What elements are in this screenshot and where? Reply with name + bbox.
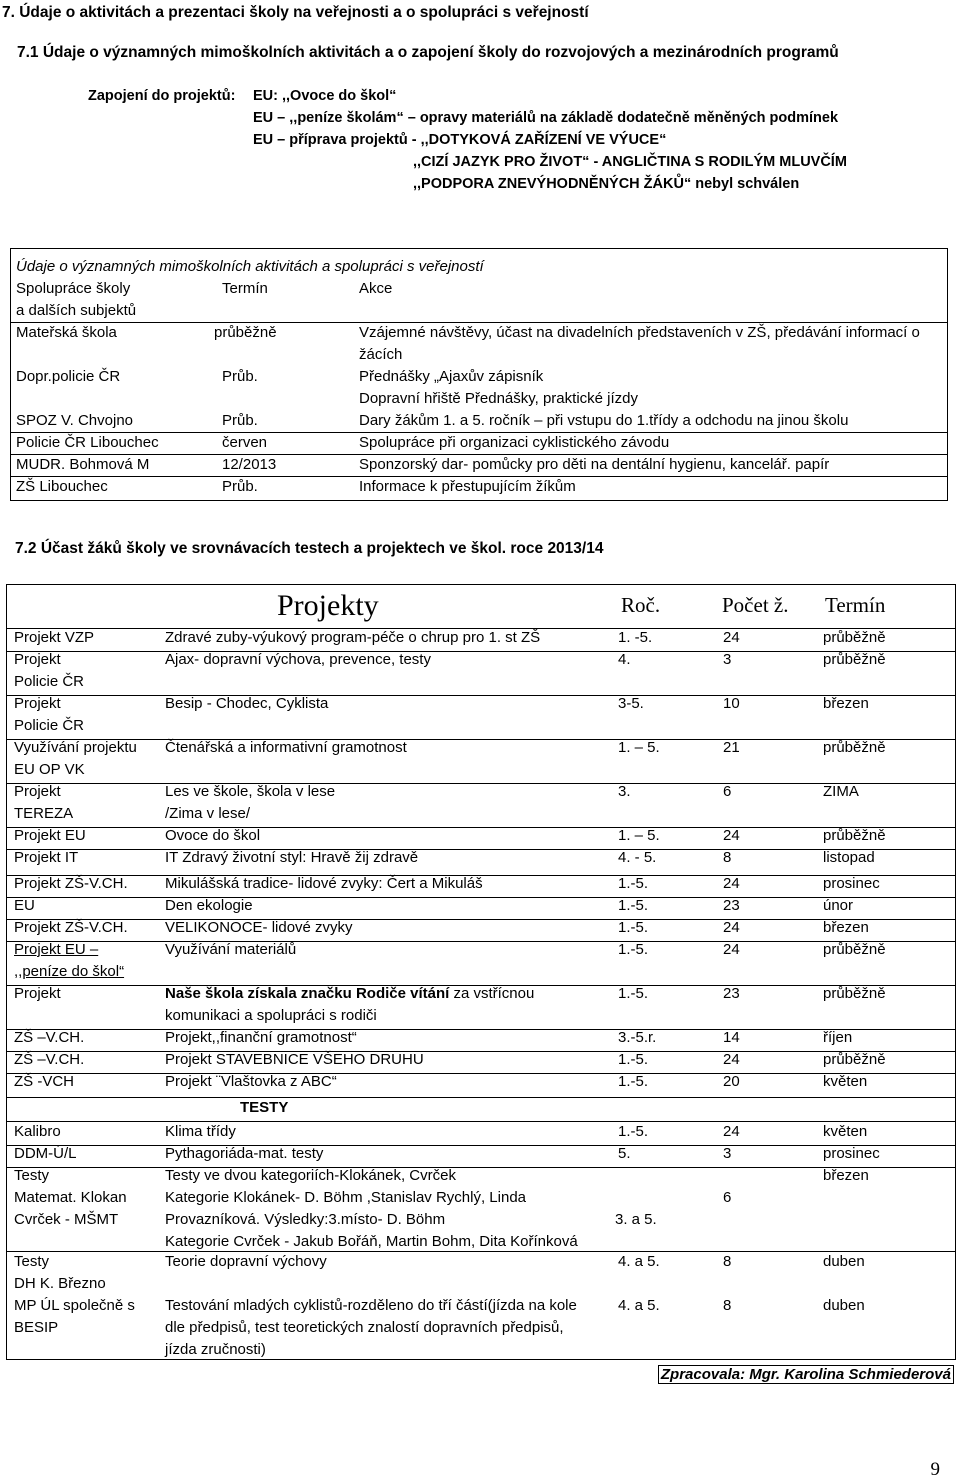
table-cell [165, 985, 534, 1002]
project-line: EU – příprava projektů - ,,DOTYKOVÁ ZAŘÍZENÍ VE VÝUCE“ [253, 132, 667, 148]
table-cell: žácích [359, 346, 403, 363]
table-cell: průběžně [214, 324, 277, 341]
table-cell: 1.-5. [618, 875, 649, 892]
table-cell: průběžně [823, 985, 886, 1002]
projects-table [6, 584, 956, 1360]
table-cell: 6 [723, 783, 732, 800]
table-cell: Mikulášská tradice- lidové zvyky: Čert a Mikuláš [165, 875, 483, 892]
table-cell: Ovoce do škol [165, 827, 261, 844]
table-cell: DH K. Březno [14, 1275, 106, 1292]
project-line: EU – ,,peníze školám“ – opravy materiálů na základě dodatečně měněných podmínek [253, 110, 839, 126]
table-cell: Projekt ¨Vlaštovka z ABC“ [165, 1073, 337, 1090]
table-cell: MP ÚL společně s [14, 1297, 135, 1314]
table-cell: EU OP VK [14, 761, 85, 778]
table-cell: Čtenářská a informativní gramotnost [165, 739, 407, 756]
table-cell: dle předpisů, test teoretických znalostí dopravních předpisů, [165, 1319, 564, 1336]
table-cell: Klima třídy [165, 1123, 236, 1140]
table-cell: Dary žákům 1. a 5. ročník – při vstupu do 1.třídy a odchodu na jinou školu [359, 412, 849, 429]
table-cell: Sponzorský dar- pomůcky pro děti na dentální hygienu, kancelář. papír [359, 456, 830, 473]
table-cell: Provazníková. Výsledky:3.místo- D. Böhm [165, 1211, 446, 1228]
table-cell: ZIMA [823, 783, 859, 800]
column-header: Akce [359, 280, 393, 297]
table-cell: ,,peníze do škol“ [14, 963, 125, 980]
table-cell: únor [823, 897, 854, 914]
table-cell: 21 [723, 739, 740, 756]
table-cell: Projekt [14, 985, 61, 1002]
table-cell: květen [823, 1123, 868, 1140]
activities-table [10, 248, 948, 501]
table-cell: 1.-5. [618, 1123, 649, 1140]
table-cell: 1.-5. [618, 919, 649, 936]
table-cell: 20 [723, 1073, 740, 1090]
table-cell: 23 [723, 985, 740, 1002]
projects-label: Zapojení do projektů: [88, 88, 236, 104]
table-cell: 1.-5. [618, 1051, 649, 1068]
table-cell: prosinec [823, 875, 880, 892]
table-cell: Dopravní hřiště Přednášky, praktické jízdy [359, 390, 639, 407]
table-cell: Projekt EU [14, 827, 86, 844]
table-cell: 8 [723, 1297, 732, 1314]
table-cell: březen [823, 1167, 869, 1184]
table-cell: SPOZ V. Chvojno [16, 412, 134, 429]
table-cell: VELIKONOCE- lidové zvyky [165, 919, 353, 936]
table-cell: 3. [618, 783, 631, 800]
table-cell: 1. – 5. [618, 739, 660, 756]
table-cell: Mateřská škola [16, 324, 117, 341]
table-cell: Průb. [222, 412, 258, 429]
table-cell: 4. a 5. [618, 1253, 660, 1270]
table-cell: MUDR. Bohmová M [16, 456, 150, 473]
table-cell: 1.-5. [618, 1073, 649, 1090]
table-cell: Kalibro [14, 1123, 61, 1140]
table-cell: Den ekologie [165, 897, 253, 914]
table-cell: Projekt STAVEBNICE VŠEHO DRUHU [165, 1051, 424, 1068]
section-7-2-title: 7.2 Účast žáků školy ve srovnávacích testech a projektech ve škol. roce 2013/14 [15, 540, 604, 557]
table-cell: průběžně [823, 941, 886, 958]
table-cell: komunikaci a spolupráci s rodiči [165, 1007, 377, 1024]
table-cell: 24 [723, 1051, 740, 1068]
table-cell: Spolupráce při organizaci cyklistického závodu [359, 434, 670, 451]
table-cell: Kategorie Klokánek- D. Böhm ,Stanislav Rychlý, Linda [165, 1189, 527, 1206]
table-cell: říjen [823, 1029, 853, 1046]
table-cell: 10 [723, 695, 740, 712]
table-cell: Pythagoriáda-mat. testy [165, 1145, 324, 1162]
table-cell: Policie ČR [14, 673, 85, 690]
table-cell: 3.-5.r. [618, 1029, 657, 1046]
project-line: EU: ,,Ovoce do škol“ [253, 88, 397, 104]
column-header: Počet ž. [722, 593, 789, 617]
table-cell: 1.-5. [618, 941, 649, 958]
table-cell: Ajax- dopravní výchova, prevence, testy [165, 651, 431, 668]
table-cell: červen [222, 434, 268, 451]
table-cell: ZŠ Libouchec [16, 478, 108, 495]
table-cell: Přednášky „Ajaxův zápisník [359, 368, 544, 385]
column-header: Roč. [621, 593, 661, 617]
table-cell: 3-5. [618, 695, 644, 712]
column-header: Termín [222, 280, 268, 297]
table-cell: Cvrček - MŠMT [14, 1211, 119, 1228]
table-cell: Využívání projektu [14, 739, 137, 756]
table-cell: průběžně [823, 827, 886, 844]
table-cell: Policie ČR [14, 717, 85, 734]
table-cell: duben [823, 1253, 865, 1270]
table-cell: 24 [723, 875, 740, 892]
table-cell: Projekt [14, 695, 61, 712]
table-cell: 14 [723, 1029, 740, 1046]
table-cell: průběžně [823, 629, 886, 646]
table-cell: Využívání materiálů [165, 941, 297, 958]
column-header: Spolupráce školy [16, 280, 131, 297]
table-cell: 24 [723, 1123, 740, 1140]
table-cell: průběžně [823, 739, 886, 756]
table-cell: DDM-Ú/L [14, 1145, 77, 1162]
table-cell: /Zima v lese/ [165, 805, 251, 822]
table-cell: 24 [723, 629, 740, 646]
table-cell: Průb. [222, 368, 258, 385]
table-cell: 23 [723, 897, 740, 914]
badge-text: Naše škola získala značku Rodiče vítání [165, 985, 450, 1002]
table-cell: prosinec [823, 1145, 880, 1162]
table-cell: 6 [723, 1189, 732, 1206]
table-cell: ZŠ -VCH [14, 1073, 74, 1090]
table-cell: březen [823, 695, 869, 712]
table-cell: Projekt VZP [14, 629, 95, 646]
activities-caption: Údaje o významných mimoškolních aktivitách a spolupráci s veřejností [16, 258, 484, 275]
table-cell: 1. -5. [618, 629, 653, 646]
table-cell: Testy [14, 1167, 50, 1184]
table-cell: Zdravé zuby-výukový program-péče o chrup pro 1. st ZŠ [165, 629, 541, 646]
table-cell: 8 [723, 1253, 732, 1270]
table-cell: 24 [723, 919, 740, 936]
table-cell: Vzájemné návštěvy, účast na divadelních představeních v ZŠ, předávání informací o [359, 324, 920, 341]
table-cell: Les ve škole, škola v lese [165, 783, 336, 800]
table-cell: Besip - Chodec, Cyklista [165, 695, 329, 712]
table-cell: 1.-5. [618, 897, 649, 914]
table-cell: Projekt ZŠ-V.CH. [14, 919, 128, 936]
table-cell: 3. a 5. [615, 1211, 657, 1228]
table-cell: 24 [723, 827, 740, 844]
table-cell-text: za vstřícnou [449, 985, 535, 1002]
table-cell: 4. [618, 651, 631, 668]
tests-heading: TESTY [240, 1099, 289, 1116]
table-cell: jízda zručnosti) [165, 1341, 266, 1358]
table-cell: Projekt EU – [14, 941, 99, 958]
table-cell: Projekt [14, 783, 61, 800]
project-line: ,,PODPORA ZNEVÝHODNĚNÝCH ŽÁKŮ“ nebyl schválen [413, 176, 800, 192]
table-cell: IT Zdravý životní styl: Hravě žij zdravě [165, 849, 419, 866]
table-cell: Matemat. Klokan [14, 1189, 127, 1206]
table-cell: 3 [723, 651, 732, 668]
table-cell: 3 [723, 1145, 732, 1162]
table-cell: Průb. [222, 478, 258, 495]
table-cell: 5. [618, 1145, 631, 1162]
table-cell: 1. – 5. [618, 827, 660, 844]
section-7-1-title: 7.1 Údaje o významných mimoškolních aktivitách a o zapojení školy do rozvojových a mezinárodních programů [17, 44, 839, 61]
project-line: ,,CIZÍ JAZYK PRO ŽIVOT“ - ANGLIČTINA S RODILÝM MLUVČÍM [413, 154, 847, 170]
table-cell: 24 [723, 941, 740, 958]
footer-author: Zpracovala: Mgr. Karolina Schmiederová [658, 1365, 954, 1384]
table-cell: BESIP [14, 1319, 59, 1336]
table-cell: Teorie dopravní výchovy [165, 1253, 327, 1270]
table-cell: průběžně [823, 1051, 886, 1068]
table-cell: Projekt IT [14, 849, 79, 866]
table-cell: 8 [723, 849, 732, 866]
table-cell: březen [823, 919, 869, 936]
table-cell: Policie ČR Libouchec [16, 434, 159, 451]
table-cell: Testy ve dvou kategoriích-Klokánek, Cvrček [165, 1167, 456, 1184]
page-number: 9 [930, 1459, 940, 1480]
table-cell: 1.-5. [618, 985, 649, 1002]
table-cell: 12/2013 [222, 456, 277, 473]
table-cell: Projekt [14, 651, 61, 668]
section-7-title: 7. Údaje o aktivitách a prezentaci školy na veřejnosti a o spolupráci s veřejností [2, 4, 589, 21]
table-cell: Dopr.policie ČR [16, 368, 121, 385]
table-cell: duben [823, 1297, 865, 1314]
table-cell: ZŠ –V.CH. [14, 1029, 85, 1046]
table-cell: Testy [14, 1253, 50, 1270]
table-cell: ZŠ –V.CH. [14, 1051, 85, 1068]
table-cell: Kategorie Cvrček - Jakub Bořáň, Martin Bohm, Dita Kořínková [165, 1233, 578, 1250]
table-cell: listopad [823, 849, 875, 866]
table-cell: TEREZA [14, 805, 74, 822]
table-cell: Testování mladých cyklistů-rozděleno do tří částí(jízda na kole [165, 1297, 577, 1314]
projects-heading: Projekty [277, 589, 379, 622]
table-cell: Projekt,,finanční gramotnost“ [165, 1029, 357, 1046]
table-cell: 4. - 5. [618, 849, 657, 866]
table-cell: EU [14, 897, 35, 914]
table-cell: Informace k přestupujícím žíkům [359, 478, 576, 495]
table-cell: průběžně [823, 651, 886, 668]
table-cell: Projekt ZŠ-V.CH. [14, 875, 128, 892]
column-header: a dalších subjektů [16, 302, 137, 319]
column-header: Termín [825, 593, 886, 617]
table-cell: květen [823, 1073, 868, 1090]
table-cell: 4. a 5. [618, 1297, 660, 1314]
